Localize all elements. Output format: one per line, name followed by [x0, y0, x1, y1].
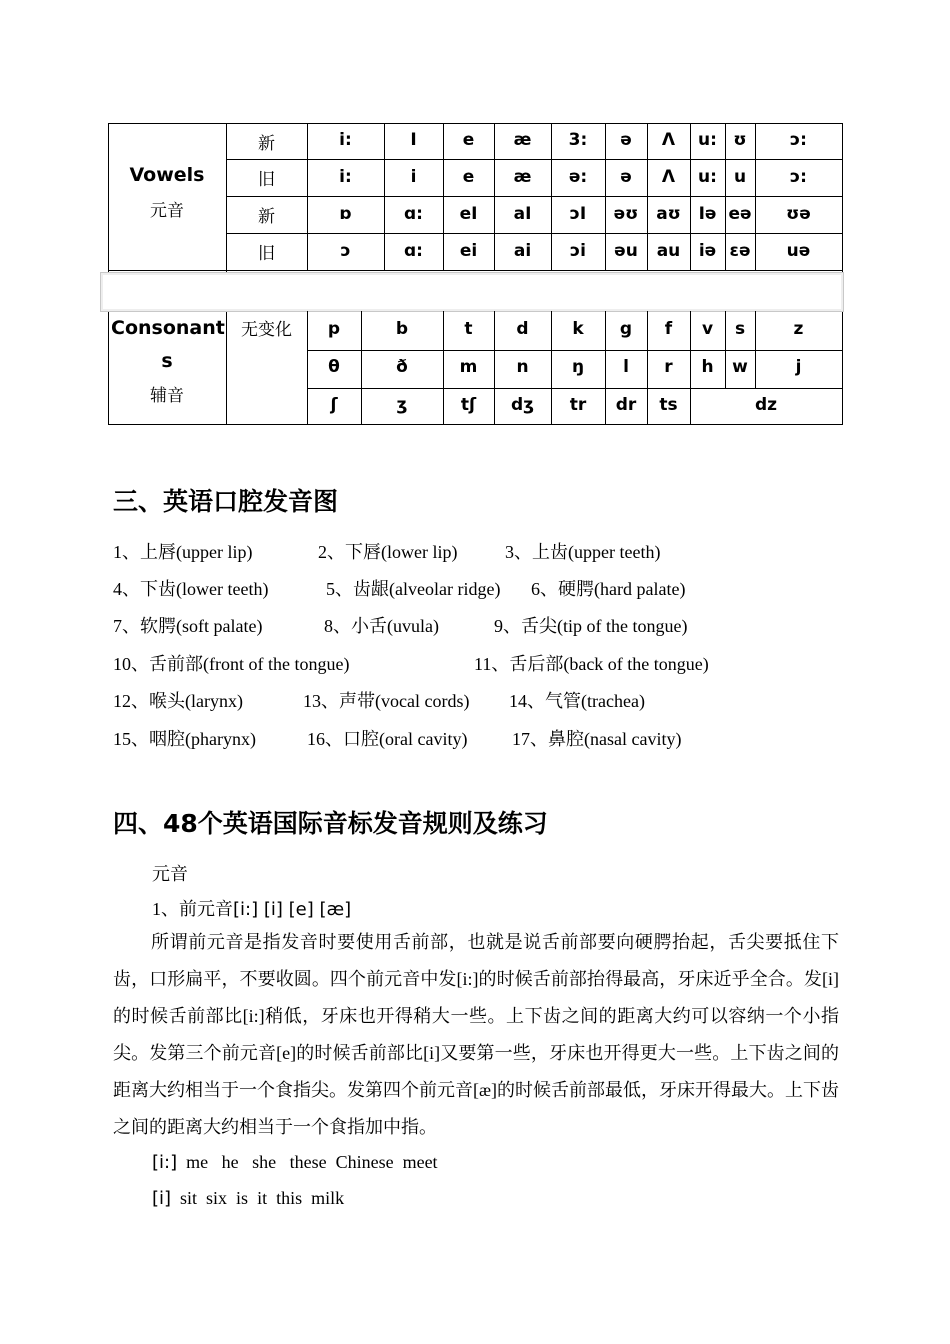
mouth-part-item: 8、小舌(uvula): [324, 616, 439, 636]
vowel-symbol: ai: [513, 240, 532, 261]
vowel-symbol: əu: [614, 240, 638, 261]
row-label: 新: [258, 133, 275, 154]
front-vowels-paragraph: 所谓前元音是指发音时要使用舌前部，也就是说舌前部要向硬腭抬起，舌尖要抵住下齿，口形扁平，不要收圆。四个前元音中发[i:]的时候舌前部抬得最高，牙床近乎全合。发[i]的时候舌前部比[i:]稍低，牙床也开得稍大一些。上下齿之间的距离大约可以容纳一个小指尖。发第三个前元音[e]的时候舌前部比[i]又要第一些，牙床也开得更大一些。上下齿之间的距离大约相当于一个食指尖。发第四个前元音[æ]的时候舌前部最低，牙床开得最大。上下齿之间的距离大约相当于一个食指加中指。: [113, 932, 839, 1137]
consonant-symbol: dr: [615, 394, 637, 415]
consonant-symbol: f: [664, 318, 673, 339]
consonant-symbol: tr: [569, 394, 587, 415]
vowel-symbol: uə: [786, 240, 811, 261]
vowel-symbol: ɑ:: [404, 240, 423, 261]
blank-gap-box: [100, 272, 844, 312]
vowel-symbol: ɛə: [729, 240, 751, 261]
vowels-cn-label: 元音: [150, 200, 184, 221]
table-border: [108, 424, 843, 425]
vowel-symbol: ɔ: [340, 240, 351, 261]
mouth-part-item: 16、口腔(oral cavity): [307, 729, 468, 749]
vowel-symbol: ɑ:: [404, 203, 423, 224]
consonant-symbol: p: [327, 318, 341, 339]
front-vowels-heading: [152, 895, 351, 921]
vowel-symbol: əʊ: [613, 203, 639, 224]
example-2-words: sit six is it this milk: [180, 1188, 345, 1208]
vowel-symbol: e: [462, 130, 475, 150]
example-2-symbol: [i]: [152, 1188, 172, 1209]
mouth-part-item: 4、下齿(lower teeth): [113, 579, 269, 599]
consonant-symbol: m: [459, 357, 478, 377]
vowel-symbol: eə: [728, 203, 752, 224]
consonant-symbol: dʒ: [510, 394, 535, 415]
consonant-symbol: z: [793, 318, 804, 339]
mouth-part-item: 1、上唇(upper lip): [113, 542, 253, 562]
consonant-symbol: tʃ: [460, 394, 477, 415]
consonant-symbol: g: [619, 318, 633, 339]
vowel-symbol: u: [733, 166, 747, 187]
consonants-label-part2: s: [161, 350, 173, 372]
consonant-symbol: ʃ: [330, 394, 338, 415]
vowel-symbol: i: [410, 166, 417, 187]
mouth-part-item: 5、齿龈(alveolar ridge): [326, 579, 501, 599]
vowel-symbol: Λ: [661, 166, 676, 187]
consonant-symbol: v: [701, 318, 714, 339]
vowel-symbol: æ: [513, 166, 532, 187]
mouth-part-item: 14、气管(trachea): [509, 691, 645, 711]
vowel-symbol: au: [656, 240, 681, 261]
vowel-symbol: ɔi: [570, 240, 586, 261]
mouth-part-item: 13、声带(vocal cords): [303, 691, 470, 711]
consonant-symbol: ŋ: [571, 357, 585, 377]
consonant-symbol: t: [464, 318, 473, 339]
row-label: 新: [258, 207, 275, 227]
no-change-label: 无变化: [241, 319, 292, 340]
vowel-symbol: ɔ:: [790, 130, 807, 150]
vowel-symbol: ə:: [568, 166, 588, 187]
consonant-symbol: j: [795, 357, 802, 377]
vowel-symbol: Λ: [661, 130, 676, 150]
vowels-subheading: 元音: [152, 864, 188, 884]
vowel-symbol: u:: [698, 130, 717, 150]
vowel-symbol: ʊə: [786, 203, 811, 224]
mouth-part-item: 17、鼻腔(nasal cavity): [512, 729, 682, 749]
vowel-symbol: I: [410, 130, 417, 150]
consonant-symbol: ð: [396, 357, 408, 377]
vowel-symbol: aʊ: [656, 203, 681, 224]
vowel-symbol: ɒ: [339, 203, 352, 224]
consonant-symbol: s: [734, 318, 746, 339]
consonant-symbol: r: [664, 357, 673, 377]
consonant-symbol: dz: [754, 394, 778, 415]
mouth-part-item: 6、硬腭(hard palate): [531, 579, 686, 599]
consonant-symbol: l: [623, 357, 629, 377]
vowel-symbol: iə: [698, 240, 717, 261]
vowel-symbol: ə: [620, 130, 632, 150]
vowel-symbol: u:: [698, 166, 717, 187]
table-row-line: [108, 270, 842, 271]
consonant-symbol: b: [395, 318, 409, 339]
row-label: 旧: [258, 244, 275, 264]
example-line-2: [152, 1188, 344, 1209]
mouth-part-item: 7、软腭(soft palate): [113, 616, 263, 636]
consonants-cn-label: 辅音: [150, 385, 184, 406]
consonant-symbol: d: [516, 318, 529, 339]
consonant-symbol: n: [516, 357, 529, 377]
example-1-words: me he she these Chinese meet: [186, 1152, 438, 1172]
vowel-symbol: æ: [513, 130, 532, 150]
mouth-part-item: 9、舌尖(tip of the tongue): [494, 616, 688, 636]
example-1-symbol: [i:]: [152, 1152, 178, 1173]
front-vowels-label: 1、前元音: [152, 899, 233, 919]
consonant-symbol: ts: [659, 394, 678, 415]
vowel-symbol: ei: [459, 240, 478, 261]
vowel-symbol: ə: [620, 166, 632, 187]
row-label: 旧: [258, 170, 275, 190]
vowel-symbol: Iə: [698, 203, 717, 224]
mouth-part-item: 10、舌前部(front of the tongue): [113, 654, 350, 674]
consonant-symbol: h: [701, 357, 714, 377]
vowel-symbol: i:: [339, 166, 352, 187]
vowel-symbol: ʊ: [733, 130, 747, 150]
vowel-symbol: 3:: [568, 130, 588, 150]
vowel-symbol: eI: [459, 203, 478, 224]
consonant-symbol: k: [572, 318, 584, 339]
mouth-part-item: 2、下唇(lower lip): [318, 542, 458, 562]
section-4-title: 四、48个英语国际音标发音规则及练习: [113, 809, 548, 838]
mouth-part-item: 15、咽腔(pharynx): [113, 729, 256, 749]
vowel-symbol: e: [462, 166, 475, 187]
vowels-label: Vowels: [129, 164, 205, 186]
mouth-part-item: 11、舌后部(back of the tongue): [474, 654, 709, 674]
example-line-1: [152, 1152, 438, 1173]
consonants-label-part1: Consonant: [111, 317, 225, 339]
consonant-symbol: ʒ: [396, 394, 408, 415]
vowel-symbol: ɔ:: [790, 166, 807, 187]
vowel-symbol: i:: [339, 130, 352, 150]
front-vowels-symbols: [i:] [i] [e] [æ]: [233, 899, 352, 920]
vowel-symbol: ɔI: [569, 203, 587, 224]
consonant-symbol: θ: [328, 357, 340, 377]
consonant-symbol: w: [732, 357, 748, 377]
mouth-part-item: 12、喉头(larynx): [113, 691, 243, 711]
mouth-part-item: 3、上齿(upper teeth): [505, 542, 661, 562]
vowel-symbol: aI: [513, 203, 532, 224]
section-3-title: 三、英语口腔发音图: [113, 487, 339, 516]
